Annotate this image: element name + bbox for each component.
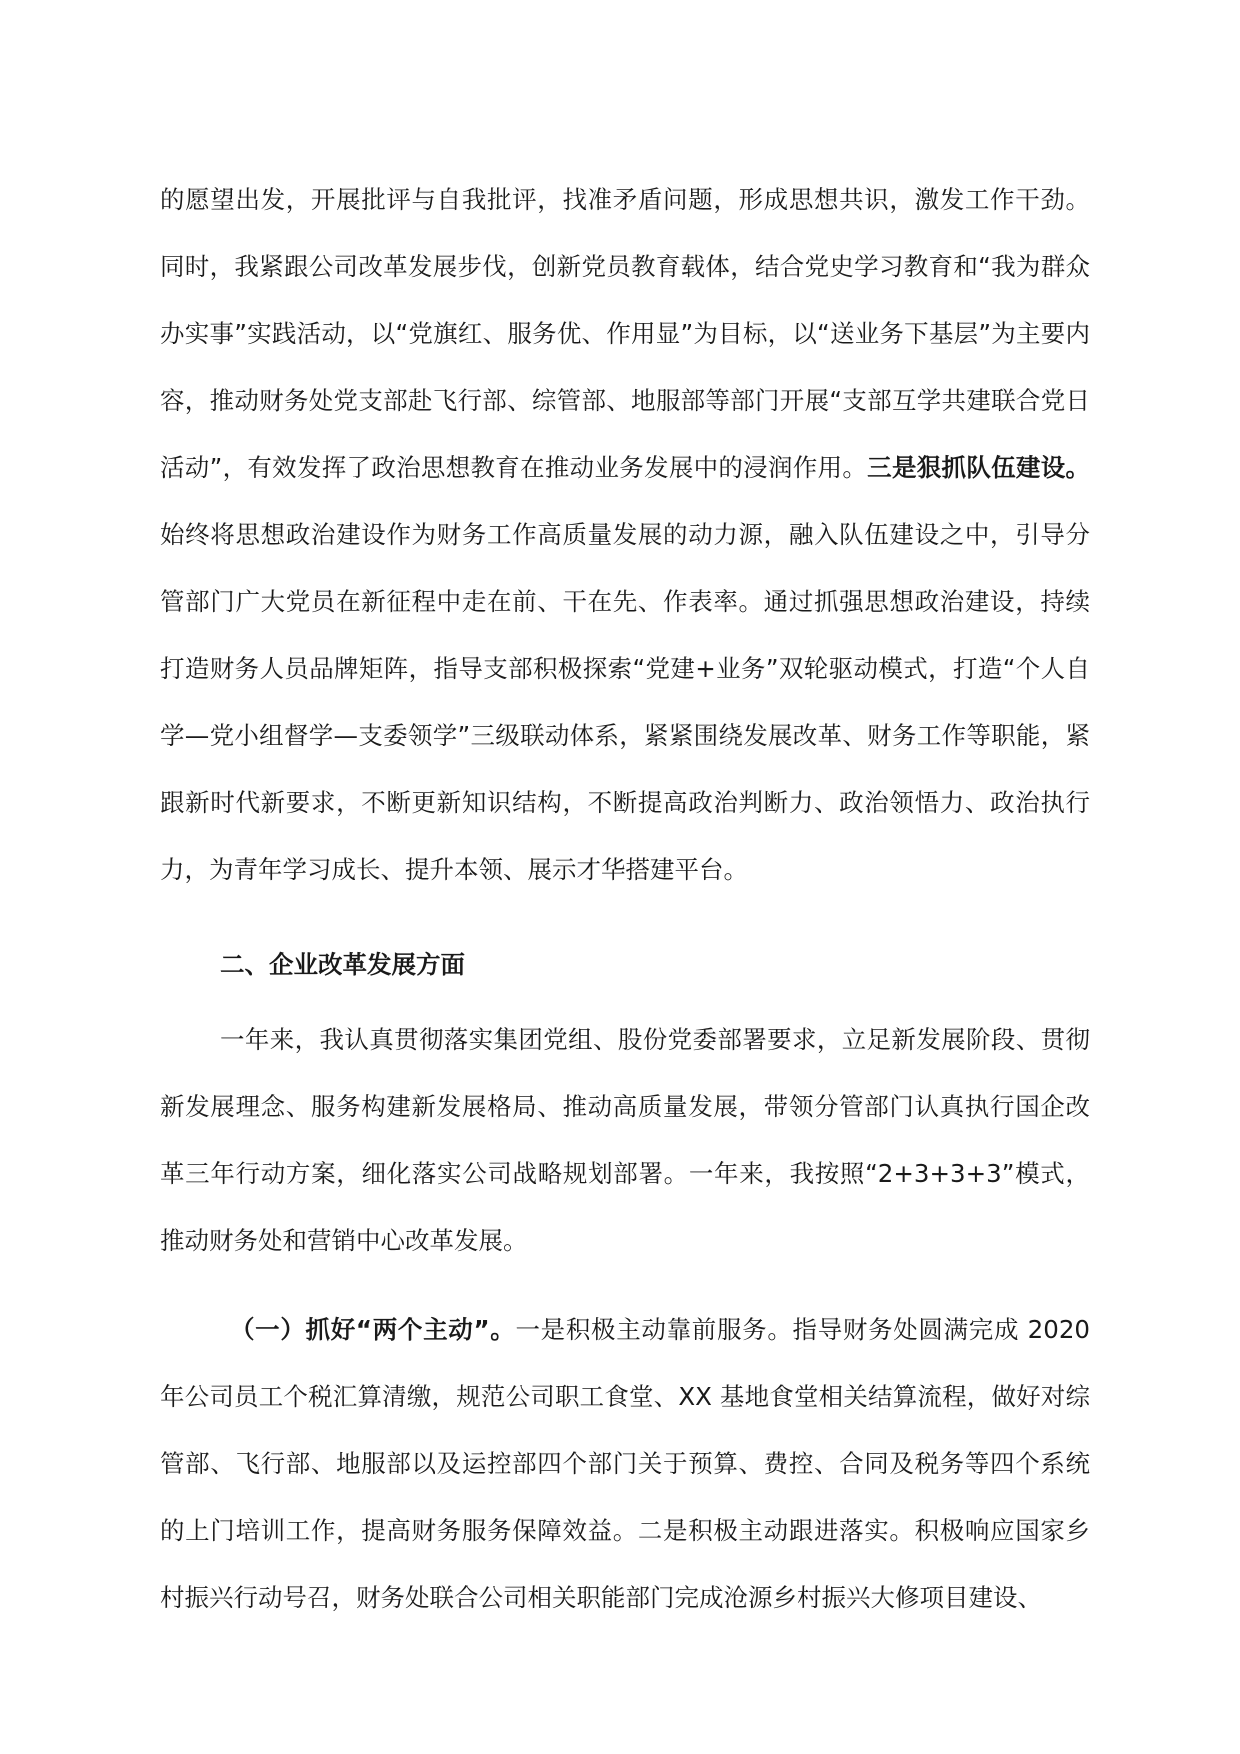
- paragraph-text: 始终将思想政治建设作为财务工作高质量发展的动力源，融入队伍建设之中，引导分管部门广大党员在新征程中走在前、干在先、作表率。通过抓强思想政治建设，持续打造财务人员品牌矩阵，指导支部积极探索“党建+业务”双轮驱动模式，打造“个人自学—党小组督学—支委领学”三级联动体系，紧紧围绕发展改革、财务工作等职能，紧跟新时代新要求，不断更新知识结构，不断提高政治判断力、政治领悟力、政治执行力，为青年学习成长、提升本领、展示才华搭建平台。: [160, 520, 1090, 884]
- section-heading: 二、企业改革发展方面: [220, 950, 465, 979]
- body-paragraph-reform: 一年来，我认真贯彻落实集团党组、股份党委部署要求，立足新发展阶段、贯彻新发展理念、服务构建新发展格局、推动高质量发展，带领分管部门认真执行国企改革三年行动方案，细化落实公司战略规划部署。一年来，我按照“2+3+3+3”模式，推动财务处和营销中心改革发展。: [160, 1025, 1090, 1255]
- body-paragraph-party-building: [160, 166, 1090, 903]
- bold-lead-team-building: 三是狠抓队伍建设。: [867, 453, 1090, 482]
- paragraph-text: 的愿望出发，开展批评与自我批评，找准矛盾问题，形成思想共识，激发工作干劲。同时，我紧跟公司改革发展步伐，创新党员教育载体，结合党史学习教育和“我为群众办实事”实践活动，以“党旗红、服务优、作用显”为目标，以“送业务下基层”为主要内容，推动财务处党支部赴飞行部、综管部、地服部等部门开展“支部互学共建联合党日活动”，有效发挥了政治思想教育在推动业务发展中的浸润作用。: [160, 185, 1090, 482]
- paragraph-text: 一是积极主动靠前服务。指导财务处圆满完成 2020 年公司员工个税汇算清缴，规范公司职工食堂、XX 基地食堂相关结算流程，做好对综管部、飞行部、地服部以及运控部四个部门关于预算、费控、合同及税务等四个系统的上门培训工作，提高财务服务保障效益。二是积极主动跟进落实。积极响应国家乡村振兴行动号召，财务处联合公司相关职能部门完成沧源乡村振兴大修项目建设、: [160, 1315, 1091, 1612]
- document-page: [160, 166, 1090, 1631]
- subsection-heading: （一）抓好“两个主动”。: [230, 1315, 516, 1344]
- body-paragraph-two-initiatives: [160, 1274, 1090, 1631]
